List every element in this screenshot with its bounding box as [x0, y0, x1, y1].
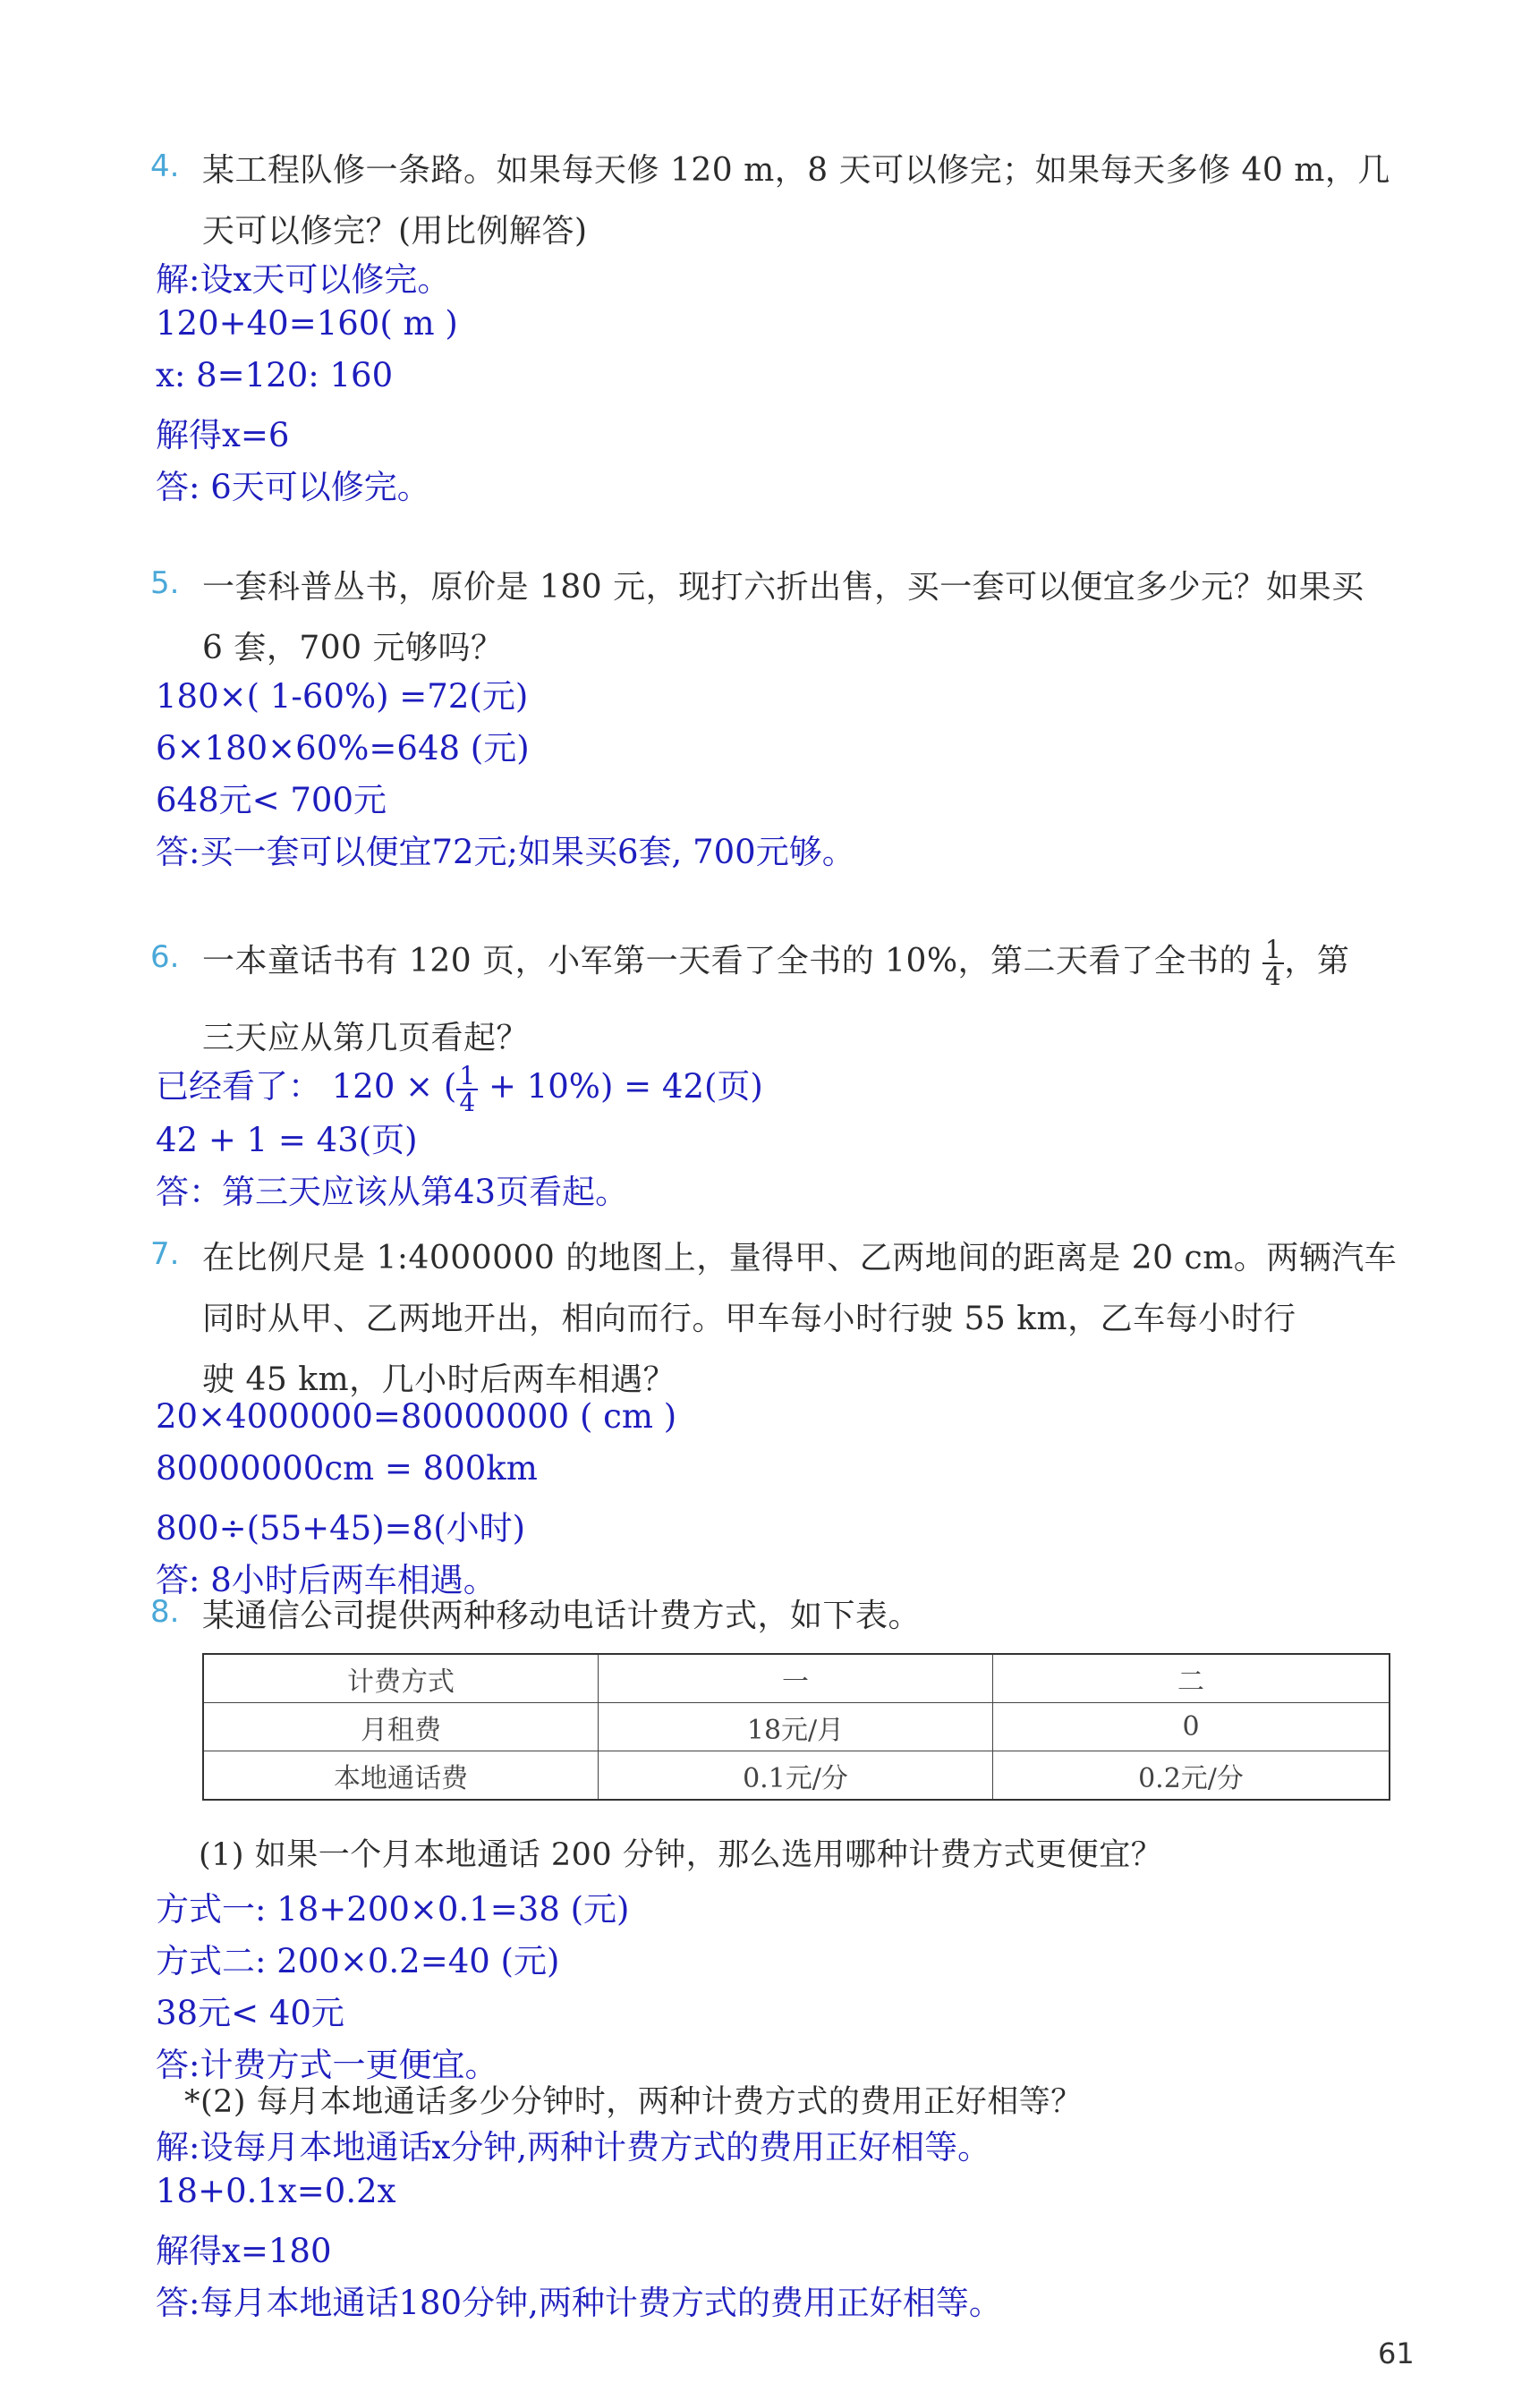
answer-line: 方式二: 200×0.2=40 (元) — [156, 1942, 560, 1980]
question-4-text-line1: 某工程队修一条路。如果每天修 120 m，8 天可以修完；如果每天多修 40 m，几 — [202, 152, 1390, 189]
question-7-number: 7. — [150, 1236, 180, 1272]
table-cell: 本地通话费 — [203, 1751, 599, 1801]
answer-line: 答:买一套可以便宜72元;如果买6套, 700元够。 — [156, 833, 855, 871]
table-header-cell: 一 — [599, 1654, 993, 1703]
answer-line: 80000000cm = 800km — [156, 1449, 538, 1488]
answer-line: 方式一: 18+200×0.1=38 (元) — [156, 1890, 630, 1929]
question-4-text-line2: 天可以修完？(用比例解答) — [202, 213, 588, 250]
answer-line: 120+40=160( m ) — [156, 304, 458, 343]
table-cell: 0.2元/分 — [993, 1751, 1390, 1801]
answer-line: 42 + 1 = 43(页) — [156, 1121, 418, 1159]
answer-line: 答: 6天可以修完。 — [156, 468, 430, 506]
answer-expr-b: + 10%) = 42(页) — [488, 1067, 763, 1106]
answer-line: x: 8=120: 160 — [156, 356, 394, 394]
question-6-text-line2: 三天应从第几页看起？ — [202, 1020, 530, 1056]
table-row — [203, 1703, 1390, 1751]
question-7-text-line3: 驶 45 km，几小时后两车相遇？ — [202, 1361, 676, 1398]
answer-line: 648元< 700元 — [156, 781, 387, 819]
question-6-text: 一本童话书有 120 页，小军第一天看了全书的 10%，第二天看了全书的 — [202, 943, 1253, 979]
question-7-text-line1: 在比例尺是 1:4000000 的地图上，量得甲、乙两地间的距离是 20 cm。两辆汽车 — [202, 1240, 1398, 1276]
page-number: 61 — [1378, 2336, 1415, 2370]
question-5-number: 5. — [150, 565, 180, 601]
answer-line: 800÷(55+45)=8(小时) — [156, 1509, 526, 1547]
fraction-one-quarter — [456, 1060, 478, 1117]
table-cell: 0 — [993, 1703, 1390, 1751]
question-4-number: 4. — [150, 148, 180, 184]
answer-line: 18+0.1x=0.2x — [156, 2172, 396, 2210]
answer-line: 答:每月本地通话180分钟,两种计费方式的费用正好相等。 — [156, 2284, 1002, 2322]
question-6-text-line1 — [202, 936, 1349, 989]
table-cell: 0.1元/分 — [599, 1751, 993, 1801]
answer-line: 20×4000000=80000000 ( cm ) — [156, 1397, 677, 1436]
fraction-numerator: 1 — [456, 1064, 478, 1090]
question-6-number: 6. — [150, 939, 180, 975]
question-5-text-line2: 6 套，700 元够吗？ — [202, 630, 504, 666]
answer-line: 38元< 40元 — [156, 1994, 344, 2032]
answer-line: 6×180×60%=648 (元) — [156, 729, 530, 767]
answer-line: 答:计费方式一更便宜。 — [156, 2046, 498, 2084]
table-cell: 18元/月 — [599, 1703, 993, 1751]
table-cell: 月租费 — [203, 1703, 599, 1751]
answer-line: 答: 8小时后两车相遇。 — [156, 1561, 497, 1599]
answer-prefix: 已经看了： — [156, 1067, 321, 1106]
fraction-denominator: 4 — [459, 1087, 476, 1117]
table-row — [203, 1751, 1390, 1801]
answer-line: 180×( 1-60%) =72(元) — [156, 677, 529, 716]
answer-line: 解:设每月本地通话x分钟,两种计费方式的费用正好相等。 — [156, 2128, 991, 2166]
question-8-sub1: (1) 如果一个月本地通话 200 分钟，那么选用哪种计费方式更便宜？ — [199, 1837, 1163, 1873]
question-5-text-line1: 一套科普丛书，原价是 180 元，现打六折出售，买一套可以便宜多少元？如果买 — [202, 569, 1364, 606]
answer-line: 答：第三天应该从第43页看起。 — [156, 1173, 629, 1211]
answer-line: 解得x=180 — [156, 2232, 332, 2270]
table-header-cell: 计费方式 — [203, 1654, 599, 1703]
fraction-numerator: 1 — [1262, 937, 1284, 964]
answer-line: 解:设x天可以修完。 — [156, 260, 451, 299]
table-header-cell: 二 — [993, 1654, 1390, 1703]
fraction-denominator: 4 — [1265, 962, 1282, 991]
answer-expr-a: 120 × ( — [331, 1067, 457, 1106]
answer-line: 解得x=6 — [156, 416, 290, 454]
question-6-text-end: ，第 — [1284, 943, 1350, 979]
answer-line — [156, 1059, 763, 1115]
question-8-number: 8. — [150, 1594, 180, 1630]
question-7-text-line2: 同时从甲、乙两地开出，相向而行。甲车每小时行驶 55 km，乙车每小时行 — [202, 1301, 1296, 1337]
question-8-sub2: *(2) 每月本地通话多少分钟时，两种计费方式的费用正好相等？ — [184, 2084, 1083, 2120]
fee-table — [202, 1653, 1390, 1801]
question-8-text-line1: 某通信公司提供两种移动电话计费方式，如下表。 — [202, 1598, 922, 1634]
table-header-row — [203, 1654, 1390, 1703]
fraction-one-quarter — [1262, 937, 1284, 989]
